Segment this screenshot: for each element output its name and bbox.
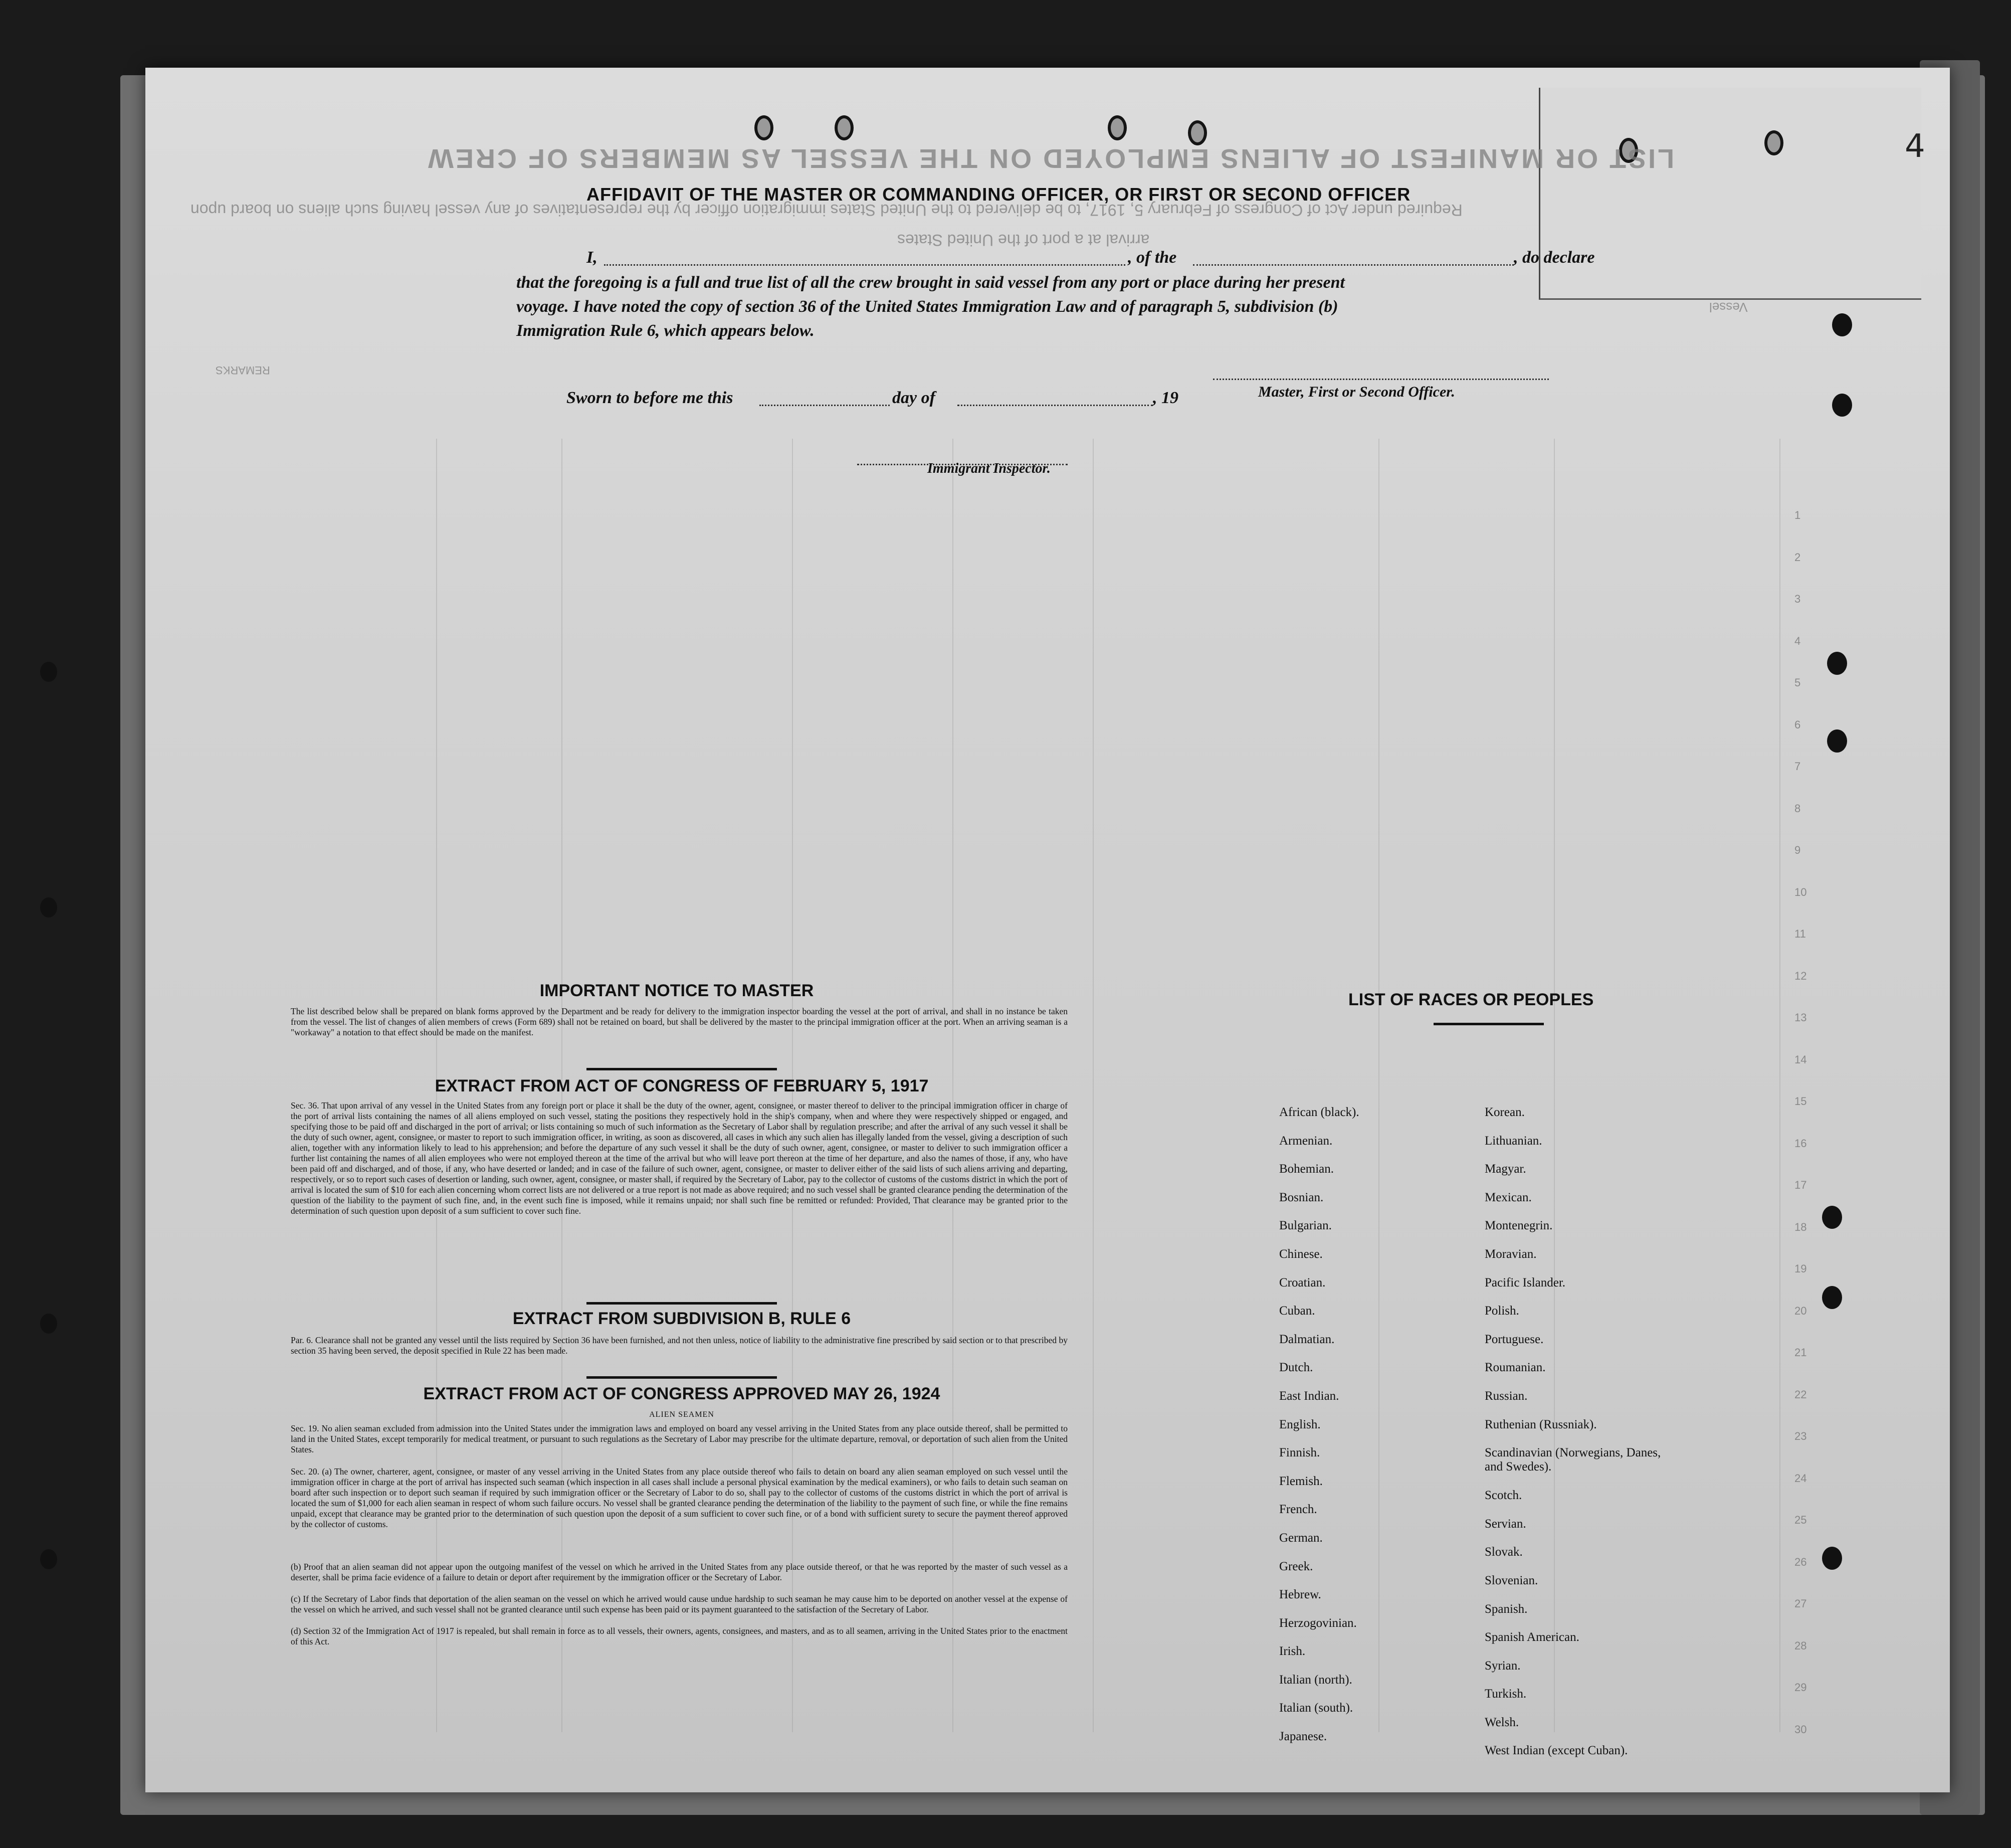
affidavit-i: I,: [586, 248, 597, 267]
race-item: Welsh.: [1485, 1715, 1519, 1729]
affidavit-title: AFFIDAVIT OF THE MASTER OR COMMANDING OFFICER, OR FIRST OR SECOND OFFICER: [586, 184, 1411, 205]
bleed-row-number: 15: [1794, 1095, 1807, 1107]
extract-rule6-body: Par. 6. Clearance shall not be granted any vessel until the lists required by Section 36 have been furnished, and not then unless, notice of liability to the administrative fine prescribed by said section or to that prescribed by section 35 having been served, the deposit specified in Rule 22 has been made.: [291, 1335, 1068, 1356]
binding-hole: [40, 662, 57, 682]
affidavit-of-the: , of the: [1128, 248, 1177, 267]
binding-hole: [40, 1549, 57, 1569]
bleed-row-number: 9: [1794, 844, 1801, 856]
race-item: Dutch.: [1279, 1361, 1313, 1375]
affidavit-line-3: voyage. I have noted the copy of section 36 of the United States Immigration Law and of paragraph 5, subdivision (b): [516, 297, 1338, 316]
notice-rule: [586, 1068, 777, 1070]
bleed-row-number: 10: [1794, 885, 1807, 898]
bleed-row-number: 8: [1794, 802, 1801, 815]
bleed-row-number: 21: [1794, 1346, 1807, 1359]
bleed-row-number: 17: [1794, 1179, 1807, 1191]
punch-hole: [754, 115, 773, 140]
notice-body: The list described below shall be prepared on blank forms approved by the Department and be ready for delivery to the immigration inspector boarding the vessel at the port of arrival, and shall in no instance be taken from the vessel. The list of changes of alien members of crews (Form 689) shall not be retained on board, but shall be delivered by the master to the principal immigration officer at the port. When an arriving seaman is a "workaway" a notation to that effect should be made on the manifest.: [291, 1006, 1068, 1037]
punch-hole: [1108, 115, 1127, 140]
bleed-row-number: 13: [1794, 1011, 1807, 1024]
race-item: Mexican.: [1485, 1190, 1532, 1204]
bleed-col: [1378, 439, 1379, 1732]
bleed-row-number: 22: [1794, 1388, 1807, 1401]
margin-note: 4: [1905, 128, 1925, 165]
race-item: Bohemian.: [1279, 1162, 1334, 1176]
race-item: Moravian.: [1485, 1247, 1537, 1261]
race-item: Lithuanian.: [1485, 1134, 1542, 1148]
bleed-row-number: 1: [1794, 509, 1801, 521]
bleed-row-number: 28: [1794, 1639, 1807, 1652]
race-item: Hebrew.: [1279, 1588, 1321, 1602]
race-item: Bulgarian.: [1279, 1219, 1332, 1233]
race-item: Bosnian.: [1279, 1190, 1324, 1204]
name-blank: [604, 264, 1125, 266]
punch-hole: [1764, 130, 1783, 155]
race-item: Polish.: [1485, 1304, 1519, 1318]
sworn-day-blank: [759, 405, 890, 406]
race-item: Servian.: [1485, 1517, 1526, 1531]
races-rule: [1434, 1023, 1544, 1025]
extract-1917-rule: [586, 1302, 777, 1305]
extract-1917-body: Sec. 36. That upon arrival of any vessel in the United States from any foreign port or place it shall be the duty of the owner, agent, consignee, or master thereof to deliver to the principal immigration officer in charge of the port of arrival lists containing the names of all aliens employed on such vessel, stating the positions they respectively hold in the ship's company, when and where they were respectively shipped or engaged, and specifying those to be paid off and discharged in the port of arrival; or lists containing so much of such information as the Secretary of Labor shall by regulation prescribe; and after the arrival of any such vessel it shall be the duty of such owner, agent, consignee, or master to report to such immigration officer, in writing, as soon as discovered, all cases in which any such alien has illegally landed from the vessel, giving a description of such alien, together with any information likely to lead to his apprehension; and before the departure of any such vessel it shall be the duty of such owner, agent, consignee, or master to deliver to such immigration officer a further list containing the names of all alien employees who were not employed thereon at the time of the arrival but who will leave port thereon at the time of her departure, and also the names of those, if any, who have been paid off and discharged, and of those, if any, who have deserted or landed; and in case of the failure of such owner, agent, consignee, or master to deliver either of the said lists of such aliens arriving and departing, respectively, or so to report such cases of desertion or landing, such owner, agent, consignee, or master shall, if required by the Secretary of Labor, pay to the collector of customs of the customs district in which the port of arrival is located the sum of $10 for each alien concerning whom correct lists are not delivered or a true report is not made as above required; and no such vessel shall be granted clearance pending the determination of the question of the liability to the payment of such fine, and, in the event such fine is imposed, while it remains unpaid; nor shall such fine be remitted or refunded: Provided, That clearance may be granted prior to the determination of such question upon deposit of a sum sufficient to cover such fine.: [291, 1100, 1068, 1216]
race-item: French.: [1279, 1503, 1317, 1517]
race-item: Slovenian.: [1485, 1573, 1538, 1587]
bleed-row-number: 5: [1794, 676, 1801, 689]
bleed-row-number: 30: [1794, 1723, 1807, 1736]
bleed-row-number: 3: [1794, 593, 1801, 605]
race-item: German.: [1279, 1531, 1323, 1545]
extract-1924-sec20a: Sec. 20. (a) The owner, charterer, agent, consignee, or master of any vessel arriving in the United States from any place outside thereof who fails to detain on board any alien seaman employed on such vessel until the immigration officer in charge at the port of arrival has inspected such seaman (which inspection in all cases shall include a personal physical examination by the medical examiners), or who fails to detain such seaman on board after such inspection or to deport such seaman if required by such immigration officer or the Secretary of Labor to do so, shall pay to the collector of customs of the customs district in which the port of arrival is located the sum of $1,000 for each alien seaman in respect of whom such failure occurs. No vessel shall be granted clearance pending the determination of the liability to the payment of such fine, or while the fine remains unpaid, except that clearance may be granted prior to the determination of such question upon the deposit of a sum sufficient to cover such fine, or of a bond with sufficient surety to secure the payment thereof approved by the collector of customs.: [291, 1466, 1068, 1529]
race-item: Korean.: [1485, 1105, 1525, 1119]
race-item: Armenian.: [1279, 1134, 1333, 1148]
punch-hole: [835, 115, 854, 140]
manifest-page: [145, 68, 1950, 1792]
races-right-column: [1485, 1105, 1675, 1772]
bleed-row-number: 2: [1794, 550, 1801, 564]
race-item: Japanese.: [1279, 1730, 1327, 1744]
extract-1924-subtitle: ALIEN SEAMEN: [649, 1410, 714, 1419]
extract-1924-sec19: Sec. 19. No alien seaman excluded from admission into the United States under the immigration laws and employed on board any vessel arriving in the United States from any place outside thereof, shall be permitted to land in the United States, except temporarily for medical treatment, or pursuant to such regulations as the Secretary of Labor may prescribe for the ultimate departure, removal, or deportation of such alien from the United States.: [291, 1423, 1068, 1454]
extract-1924-sec20b: (b) Proof that an alien seaman did not appear upon the outgoing manifest of the vessel on which he arrived in the United States from any place outside thereof, or that he was reported by the master of such vessel as a deserter, shall be prima facie evidence of a failure to detain or deport after requirement by the immigration officer or the Secretary of Labor.: [291, 1562, 1068, 1582]
race-item: Scotch.: [1485, 1489, 1522, 1503]
extract-rule6-title: EXTRACT FROM SUBDIVISION B, RULE 6: [512, 1309, 851, 1328]
inspector-signature-label: Immigrant Inspector.: [927, 461, 1051, 476]
month-blank: [957, 405, 1153, 406]
race-item: Croatian.: [1279, 1275, 1326, 1289]
races-left-column: [1279, 1105, 1359, 1758]
affidavit-declare: , do declare: [1514, 248, 1595, 267]
race-item: Russian.: [1485, 1389, 1528, 1403]
race-item: Pacific Islander.: [1485, 1275, 1566, 1289]
right-hole: [1832, 394, 1852, 417]
race-item: Montenegrin.: [1485, 1219, 1553, 1233]
sworn-label: Sworn to before me this: [566, 389, 733, 407]
race-item: Scandinavian (Norwegians, Danes, and Swedes).: [1485, 1446, 1661, 1474]
affidavit-line-2: that the foregoing is a full and true list of all the crew brought in said vessel from any port or place during her present: [516, 273, 1345, 292]
bleed-row-number: 27: [1794, 1597, 1807, 1610]
bleed-row-number: 19: [1794, 1262, 1807, 1275]
race-item: Turkish.: [1485, 1687, 1527, 1701]
bleed-row-number: 24: [1794, 1471, 1807, 1485]
day-of-label: day of: [892, 389, 935, 407]
punch-hole: [1188, 120, 1207, 145]
master-signature-label: Master, First or Second Officer.: [1258, 384, 1455, 400]
race-item: Greek.: [1279, 1559, 1313, 1573]
race-item: Irish.: [1279, 1644, 1306, 1658]
affidavit-line-4: Immigration Rule 6, which appears below.: [516, 321, 815, 340]
race-item: Spanish American.: [1485, 1630, 1579, 1644]
extract-1924-sec20c: (c) If the Secretary of Labor finds that deportation of the alien seaman on the vessel on which he arrived would cause undue hardship to such seaman he may cause him to be deported on another vessel at the expense of the vessel on which he arrived, and such vessel shall not be granted clearance until such expense has been paid or its payment guaranteed to the satisfaction of the Secretary of Labor.: [291, 1594, 1068, 1614]
bleed-row-number: 16: [1794, 1137, 1807, 1150]
race-item: East Indian.: [1279, 1389, 1339, 1403]
race-item: Slovak.: [1485, 1545, 1523, 1559]
bleed-remarks-label: REMARKS: [216, 364, 270, 377]
race-item: Roumanian.: [1485, 1361, 1546, 1375]
bleed-row-number: 7: [1794, 760, 1801, 773]
race-item: Cuban.: [1279, 1304, 1315, 1318]
race-item: Italian (north).: [1279, 1673, 1352, 1687]
binding-hole: [40, 1314, 57, 1334]
bleed-col: [1779, 439, 1780, 1732]
race-item: Flemish.: [1279, 1474, 1323, 1488]
bleed-row-number: 12: [1794, 969, 1807, 982]
bleed-row-number: 11: [1794, 928, 1806, 940]
bleed-row-number: 25: [1794, 1514, 1807, 1526]
races-title: LIST OF RACES OR PEOPLES: [1348, 990, 1594, 1009]
extract-1917-title: EXTRACT FROM ACT OF CONGRESS OF FEBRUARY 5, 1917: [435, 1076, 929, 1095]
bleed-header: LIST OR MANIFEST OF ALIENS EMPLOYED ON THE VESSEL AS MEMBERS OF CREW: [426, 143, 1675, 173]
extract-rule6-rule: [586, 1376, 777, 1379]
bleed-row-number: 20: [1794, 1304, 1807, 1317]
race-item: Chinese.: [1279, 1247, 1323, 1261]
binding-hole: [40, 897, 57, 917]
bleed-row-number: 29: [1794, 1681, 1807, 1694]
bleed-row-number: 14: [1794, 1053, 1807, 1066]
race-item: Herzogovinian.: [1279, 1616, 1357, 1630]
race-item: Magyar.: [1485, 1162, 1526, 1176]
right-hole: [1832, 313, 1852, 336]
bleed-row-number: 26: [1794, 1555, 1807, 1568]
torn-corner: [1539, 88, 1921, 300]
race-item: English.: [1279, 1417, 1321, 1431]
bleed-row-number: 18: [1794, 1220, 1807, 1233]
bleed-row-number: 23: [1794, 1430, 1807, 1442]
bleed-required-line: Required under Act of Congress of February 5, 1917, to be delivered to the United States immigration officer by the representatives of any vessel having such aliens on board upon: [190, 201, 1463, 219]
race-item: Portuguese.: [1485, 1332, 1544, 1346]
race-item: Italian (south).: [1279, 1701, 1353, 1715]
bleed-col: [1093, 439, 1094, 1732]
notice-title: IMPORTANT NOTICE TO MASTER: [539, 981, 814, 1000]
race-item: African (black).: [1279, 1105, 1359, 1119]
vessel-blank: [1193, 264, 1514, 266]
master-signature-line: [1213, 379, 1549, 380]
race-item: Spanish.: [1485, 1602, 1528, 1616]
extract-1924-sec20d: (d) Section 32 of the Immigration Act of 1917 is repealed, but shall remain in force as to all vessels, their owners, agents, consignees, and masters, and as to all seamen, arriving in the United States prior to the enactment of this Act.: [291, 1626, 1068, 1646]
bleed-arrival-line: arrival at a port of the United States: [897, 231, 1150, 249]
race-item: Ruthenian (Russniak).: [1485, 1417, 1597, 1431]
bleed-row-number: 4: [1794, 634, 1801, 647]
bleed-vessel-label: Vessel: [1709, 300, 1748, 315]
race-item: Finnish.: [1279, 1446, 1320, 1460]
extract-1924-title: EXTRACT FROM ACT OF CONGRESS APPROVED MAY 26, 1924: [423, 1384, 940, 1403]
bleed-row-number: 6: [1794, 718, 1801, 731]
race-item: West Indian (except Cuban).: [1485, 1744, 1628, 1758]
race-item: Dalmatian.: [1279, 1332, 1335, 1346]
year-label: , 19: [1153, 389, 1178, 407]
race-item: Syrian.: [1485, 1658, 1521, 1673]
